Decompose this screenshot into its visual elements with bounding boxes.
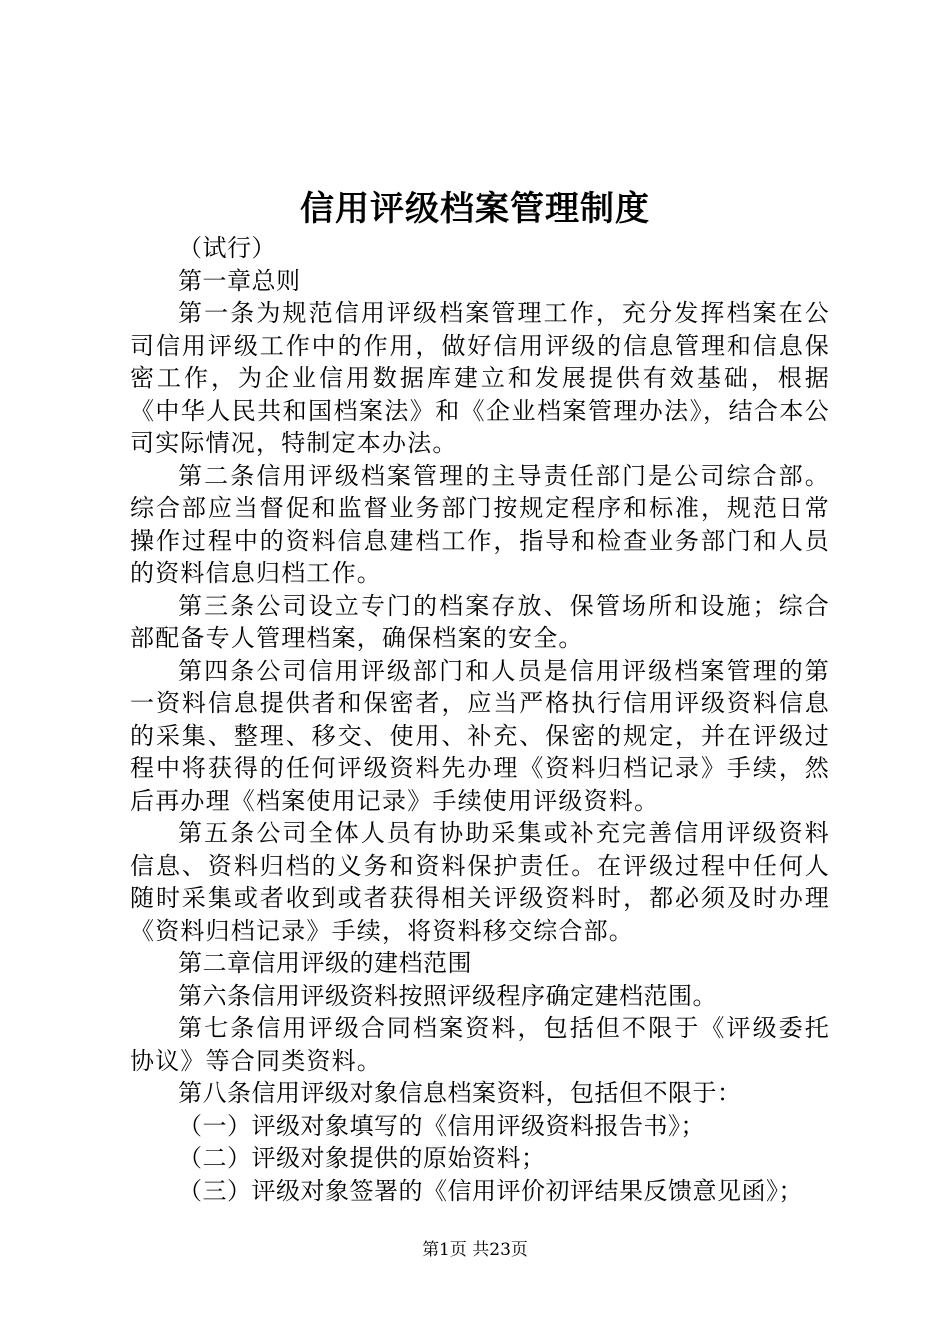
- paragraph-article-2: 第二条信用评级档案管理的主导责任部门是公司综合部。综合部应当督促和监督业务部门按规定程序和标准，规范日常操作过程中的资料信息建档工作，指导和检查业务部门和人员的资料信息归档工作。: [130, 461, 830, 587]
- document-title: 信用评级档案管理制度: [300, 189, 650, 229]
- paragraph-article-5: 第五条公司全体人员有协助采集或补充完善信用评级资料信息、资料归档的义务和资料保护责任。在评级过程中任何人随时采集或者收到或者获得相关评级资料时，都必须及时办理《资料归档记录》手续，将资料移交综合部。: [130, 819, 830, 945]
- paragraph-item-1: （一）评级对象填写的《信用评级资料报告书》；: [178, 1111, 705, 1140]
- paragraph-article-3: 第三条公司设立专门的档案存放、保管场所和设施；综合部配备专人管理档案，确保档案的安全。: [130, 591, 830, 652]
- paragraph-chapter-1-heading: 第一章总则: [178, 266, 301, 295]
- page-footer: 第1页 共23页: [422, 1240, 528, 1260]
- paragraph-trial-note: （试行）: [178, 234, 276, 262]
- paragraph-chapter-2-heading: 第二章信用评级的建档范围: [178, 949, 472, 977]
- paragraph-article-8: 第八条信用评级对象信息档案资料，包括但不限于：: [178, 1079, 742, 1107]
- paragraph-article-6: 第六条信用评级资料按照评级程序确定建档范围。: [178, 981, 717, 1010]
- paragraph-article-1: 第一条为规范信用评级档案管理工作，充分发挥档案在公司信用评级工作中的作用，做好信用评级的信息管理和信息保密工作，为企业信用数据库建立和发展提供有效基础，根据《中华人民共和国档案法》和《企业档案管理办法》，结合本公司实际情况，特制定本办法。: [130, 299, 830, 457]
- paragraph-article-7: 第七条信用评级合同档案资料，包括但不限于《评级委托协议》等合同类资料。: [130, 1014, 830, 1075]
- document-body: [130, 232, 830, 1207]
- paragraph-item-2: （二）评级对象提供的原始资料；: [178, 1144, 546, 1172]
- paragraph-article-4: 第四条公司信用评级部门和人员是信用评级档案管理的第一资料信息提供者和保密者，应当严格执行信用评级资料信息的采集、整理、移交、使用、补充、保密的规定，并在评级过程中将获得的任何评级资料先办理《资料归档记录》手续，然后再办理《档案使用记录》手续使用评级资料。: [130, 656, 830, 815]
- paragraph-item-3: （三）评级对象签署的《信用评价初评结果反馈意见函》；: [178, 1176, 803, 1205]
